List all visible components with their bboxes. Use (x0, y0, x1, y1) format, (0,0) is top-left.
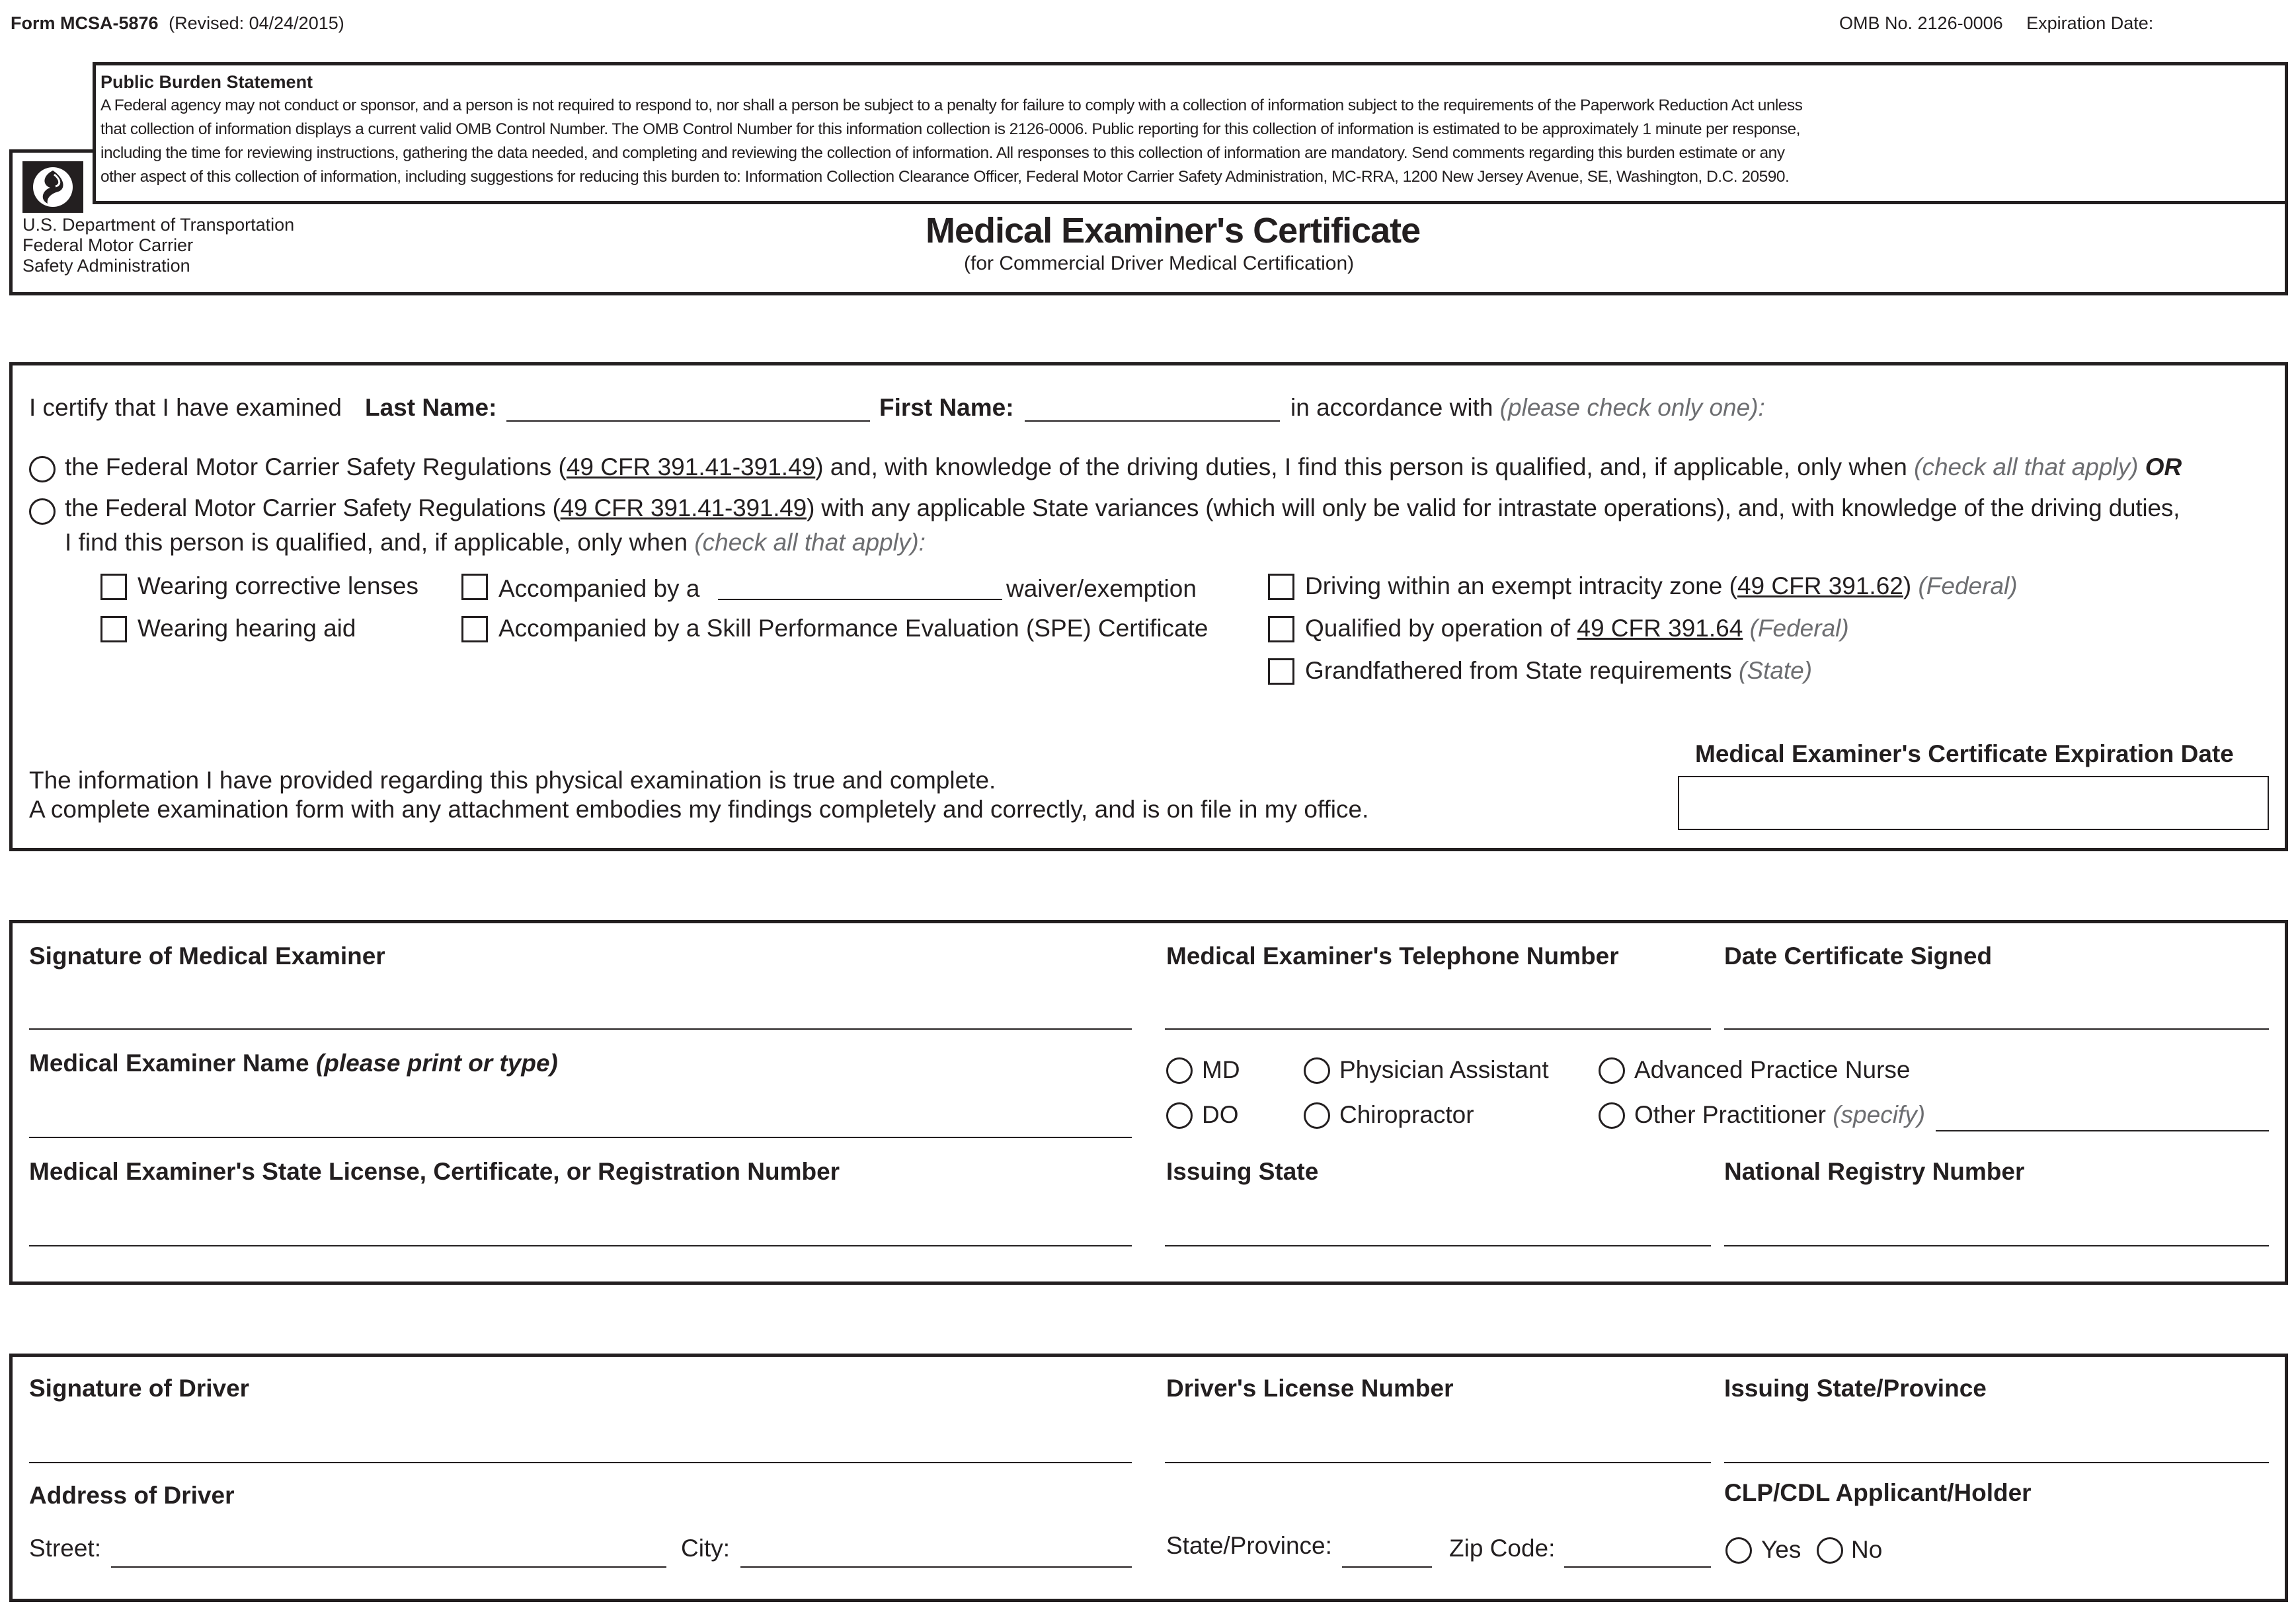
other-practitioner-label: Other Practitioner (1634, 1101, 1826, 1128)
revision-date: (Revised: 04/24/2015) (169, 13, 344, 33)
check-all-note: (check all that apply) (1914, 453, 2139, 480)
burden-line: A Federal agency may not conduct or sponsor, and a person is not required to respond to, nor shall a person be subject to a penalty for failure to comply with a collection of information subject to the requirements of the Paperwork Reduction Act unless (100, 96, 1803, 114)
spe-certificate-label: Accompanied by a Skill Performance Evaluation (SPE) Certificate (498, 615, 1208, 642)
fmcsr-state-variance-radio[interactable] (29, 498, 56, 525)
expiration-date-field[interactable] (1678, 776, 2269, 830)
specify-note: (specify) (1833, 1101, 1926, 1128)
burden-line: that collection of information displays a current valid OMB Control Number. The OMB Control Number for this information collection is 2126-0006. Public reporting for this collection of information is estimated to be approximately 1 minute per response, (100, 120, 1800, 138)
fmcsr-option-text (65, 453, 2182, 481)
truth-statement-line1: The information I have provided regarding this physical examination is true and complete. (29, 767, 996, 794)
truth-statement-line2: A complete examination form with any attachment embodies my findings completely and correctly, and is on file in my office. (29, 796, 1369, 823)
waiver-exemption-label: waiver/exemption (1006, 575, 1197, 602)
corrective-lenses-checkbox[interactable] (100, 574, 127, 600)
dot-logo (22, 161, 83, 213)
certify-line (29, 394, 342, 422)
federal-note: (Federal) (1918, 572, 2018, 599)
chiropractor-label: Chiropractor (1339, 1101, 1474, 1128)
form-id: Form MCSA-5876 (11, 13, 159, 33)
omb-number: OMB No. 2126-0006 (1839, 13, 2003, 33)
date-signed-field[interactable] (1724, 1028, 2269, 1030)
examiner-signature-label: Signature of Medical Examiner (29, 942, 385, 970)
city-field[interactable] (740, 1566, 1132, 1568)
zip-code-label: Zip Code: (1449, 1535, 1556, 1562)
state-note: (State) (1739, 657, 1813, 684)
national-registry-field[interactable] (1724, 1245, 2269, 1246)
variance-option-pre: the Federal Motor Carrier Safety Regulations ( (65, 494, 561, 521)
grandfathered-label: Grandfathered from State requirements (1305, 657, 1732, 684)
expiration-date-label: Expiration Date: (2026, 13, 2154, 33)
chiropractor-radio[interactable] (1304, 1102, 1330, 1129)
variance-option-line2 (65, 529, 926, 556)
fmcsr-option-post: ) and, with knowledge of the driving duties, I find this person is qualified, and, if applicable, only when (815, 453, 1907, 480)
intracity-zone-checkbox[interactable] (1268, 574, 1294, 600)
driver-license-field[interactable] (1165, 1462, 1711, 1463)
physician-assistant-label: Physician Assistant (1339, 1056, 1549, 1083)
or-label: OR (2145, 453, 2182, 480)
qualified-391-64-text (1305, 615, 1849, 642)
check-all-note: (check all that apply): (694, 529, 926, 556)
cfr-link[interactable]: 49 CFR 391.64 (1577, 615, 1743, 642)
qualified-391-64-checkbox[interactable] (1268, 616, 1294, 642)
driver-signature-field[interactable] (29, 1462, 1132, 1463)
accompanied-waiver-checkbox[interactable] (461, 574, 488, 600)
burden-line: including the time for reviewing instructions, gathering the data needed, and completing and reviewing the collection of information. All responses to this collection of information are mandatory. Send comments regarding this burden estimate or any (100, 144, 1785, 162)
examiner-section (9, 920, 2288, 1285)
date-signed-label: Date Certificate Signed (1724, 942, 1993, 970)
fmcsr-state-variance-text (65, 494, 2180, 522)
variance-option-post: ) with any applicable State variances (which will only be valid for intrastate operations), and, with knowledge of the driving duties, (807, 494, 2180, 521)
examiner-name-label-row (29, 1050, 558, 1077)
street-field[interactable] (111, 1566, 666, 1568)
physician-assistant-radio[interactable] (1304, 1057, 1330, 1084)
examiner-telephone-field[interactable] (1165, 1028, 1711, 1030)
intracity-zone-text (1305, 572, 2018, 600)
intracity-zone-close: ) (1903, 572, 1912, 599)
cfr-link[interactable]: 49 CFR 391.41-391.49 (566, 453, 816, 480)
hearing-aid-checkbox[interactable] (100, 616, 127, 642)
driver-issuing-state-field[interactable] (1724, 1462, 2269, 1463)
variance-option-qualifier: I find this person is qualified, and, if applicable, only when (65, 529, 688, 556)
fmcsr-option-radio[interactable] (29, 456, 56, 482)
clp-cdl-no-label: No (1851, 1536, 1883, 1563)
omb-info (1839, 13, 2153, 34)
print-or-type-note: (please print or type) (315, 1050, 558, 1077)
agency-line: Safety Administration (22, 256, 190, 276)
fmcsr-option-pre: the Federal Motor Carrier Safety Regulations ( (65, 453, 567, 480)
expiration-date-label: Medical Examiner's Certificate Expiration Date (1695, 740, 2234, 767)
examiner-telephone-label: Medical Examiner's Telephone Number (1166, 942, 1619, 970)
do-radio[interactable] (1166, 1102, 1193, 1129)
agency-line: Federal Motor Carrier (22, 235, 194, 255)
last-name-field[interactable] (506, 420, 870, 422)
cfr-link[interactable]: 49 CFR 391.41-391.49 (560, 494, 807, 521)
zip-code-field[interactable] (1564, 1566, 1711, 1568)
examiner-signature-field[interactable] (29, 1028, 1132, 1030)
first-name-field[interactable] (1025, 420, 1280, 422)
check-one-note: (please check only one): (1499, 394, 1765, 421)
other-practitioner-radio[interactable] (1599, 1102, 1625, 1129)
federal-note: (Federal) (1749, 615, 1849, 642)
burden-statement (100, 70, 2282, 189)
examiner-issuing-state-field[interactable] (1165, 1245, 1711, 1246)
national-registry-label: National Registry Number (1724, 1158, 2025, 1185)
clp-cdl-no-radio[interactable] (1817, 1537, 1843, 1564)
last-name-label: Last Name: (365, 394, 497, 421)
city-label: City: (681, 1535, 730, 1562)
state-province-label: State/Province: (1166, 1532, 1332, 1559)
burden-title: Public Burden Statement (100, 72, 313, 92)
md-radio[interactable] (1166, 1057, 1193, 1084)
driver-signature-label: Signature of Driver (29, 1375, 250, 1402)
license-number-field[interactable] (29, 1245, 1132, 1246)
md-label: MD (1202, 1056, 1240, 1083)
accordance-text (1290, 394, 1765, 422)
license-number-label: Medical Examiner's State License, Certificate, or Registration Number (29, 1158, 840, 1185)
intracity-zone-label: Driving within an exempt intracity zone ( (1305, 572, 1737, 599)
advanced-practice-nurse-radio[interactable] (1599, 1057, 1625, 1084)
certify-intro: I certify that I have examined (29, 394, 342, 421)
do-label: DO (1202, 1101, 1239, 1128)
other-practitioner-text (1634, 1101, 1925, 1129)
waiver-type-field[interactable] (718, 599, 1002, 600)
state-province-field[interactable] (1342, 1566, 1432, 1568)
clp-cdl-yes-label: Yes (1761, 1536, 1801, 1563)
agency-name (22, 215, 294, 276)
dot-logo-icon (22, 161, 83, 213)
accompanied-label: Accompanied by a (498, 575, 700, 602)
agency-line: U.S. Department of Transportation (22, 215, 295, 235)
accordance-label: in accordance with (1290, 394, 1493, 421)
spe-certificate-checkbox[interactable] (461, 616, 488, 642)
examiner-name-label: Medical Examiner Name (29, 1050, 309, 1077)
grandfathered-text (1305, 657, 1812, 685)
other-practitioner-field[interactable] (1936, 1130, 2269, 1131)
document-title: Medical Examiner's Certificate (926, 211, 1421, 250)
corrective-lenses-label: Wearing corrective lenses (138, 572, 418, 599)
burden-line: other aspect of this collection of information, including suggestions for reducing this burden to: Information Collection Clearance Officer, Federal Motor Carrier Safety Administration, MC-RRA, 1200 New Jersey Avenue, SE, Washington, D.C. 20590. (100, 168, 1790, 186)
driver-issuing-state-label: Issuing State/Province (1724, 1375, 1987, 1402)
form-number (11, 13, 344, 34)
cfr-link[interactable]: 49 CFR 391.62 (1737, 572, 1903, 599)
grandfathered-checkbox[interactable] (1268, 658, 1294, 685)
advanced-practice-nurse-label: Advanced Practice Nurse (1634, 1056, 1911, 1083)
driver-address-label: Address of Driver (29, 1482, 235, 1509)
clp-cdl-yes-radio[interactable] (1725, 1537, 1752, 1564)
first-name-label: First Name: (879, 394, 1014, 421)
driver-license-label: Driver's License Number (1166, 1375, 1454, 1402)
street-label: Street: (29, 1535, 101, 1562)
document-subtitle: (for Commercial Driver Medical Certification) (964, 252, 1355, 274)
qualified-label: Qualified by operation of (1305, 615, 1571, 642)
examiner-issuing-state-label: Issuing State (1166, 1158, 1319, 1185)
clp-cdl-label: CLP/CDL Applicant/Holder (1724, 1479, 2032, 1506)
examiner-name-field[interactable] (29, 1137, 1132, 1138)
hearing-aid-label: Wearing hearing aid (138, 615, 356, 642)
